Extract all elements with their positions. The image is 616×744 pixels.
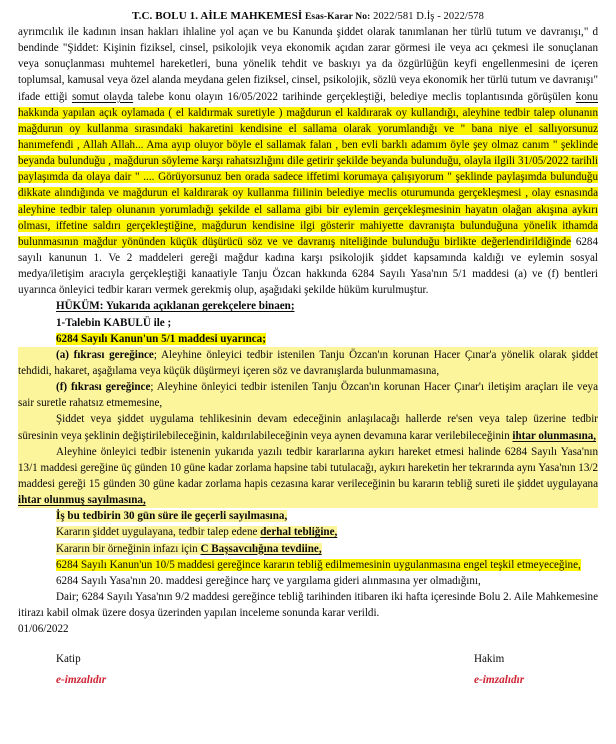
ruling-item-a-text: ; Aleyhine önleyici tedbir istenilen Tanju Özcan'ın korunan Hacer Çınar'a yönelik olarak şiddet tehdidi, hakaret, aşağılama veya küçük düşürmeyi içeren söz ve davranışlarda bulunmamasına, bbox=[18, 348, 598, 377]
ruling-item-7-text: Kararın bir örneğinin infazı için bbox=[56, 542, 201, 555]
ruling-date: 01/06/2022 bbox=[18, 623, 69, 636]
reasoning-text-part-2: talebe konu olayın 16/05/2022 tarihinde gerçekleştiği, belediye meclis toplantısında görüşülen bbox=[133, 90, 576, 103]
case-number-value: 2022/581 D.İş - 2022/578 bbox=[373, 11, 484, 22]
ruling-item-f-text: ; Aleyhine önleyici tedbir istenilen Tanju Özcan'ın korunan Hacer Çınar'ı iletişim araçları ile veya sair suretle rahatsız etmemesine, bbox=[18, 381, 598, 410]
document-header bbox=[18, 10, 598, 22]
ruling-item-3-underline: ihtar olunmasına, bbox=[512, 429, 597, 442]
ruling-item-10 bbox=[18, 589, 598, 621]
ruling-item-6-text: Kararın şiddet uygulayana, tedbir talep edene bbox=[56, 526, 261, 539]
ruling-item-5 bbox=[18, 508, 598, 524]
reasoning-paragraph bbox=[18, 24, 598, 298]
ruling-item-f-label: (f) fıkrası gereğince bbox=[56, 381, 151, 394]
judge-esignature: e-imzalıdır bbox=[474, 674, 525, 687]
ruling-heading bbox=[18, 298, 598, 314]
ruling-item-6 bbox=[18, 524, 598, 540]
signature-clerk bbox=[18, 653, 308, 686]
ruling-item-1 bbox=[18, 315, 598, 331]
reasoning-text-part-1: ayrımcılık ile kadının insan hakları ihlaline yol açan ve bu Kanunda şiddet olarak tanımlanan her türlü tutum ve davranışı," d bendinde "Şiddet: Kişinin fiziksel, cinsel, psikolojik veya ekonomik açıdan zarar görmesi ile veya acı çekmesi ile sonuçlanan veya sonuçlanması muhtemel hareketleri, buna yönelik tehdit ve baskıyı ya da özgürlüğün keyfi engellenmesini de içeren toplumsal, kamusal veya özel alanda meydana gelen fiziksel, cinsel, psikolojik, sözlü veya ekonomik her türlü tutum ve davranışı" ifade ettiği bbox=[18, 26, 598, 103]
clerk-esignature: e-imzalıdır bbox=[56, 674, 107, 687]
reasoning-underline-konu: konu bbox=[575, 90, 598, 103]
signature-block bbox=[18, 653, 598, 686]
ruling-item-1-text: 1-Talebin KABULÜ ile ; bbox=[56, 316, 172, 329]
signature-judge bbox=[308, 653, 598, 686]
reasoning-highlighted-findings: hakkında yapılan açık oylamada ( el kaldırmak suretiyle ) mağdurun el kaldırarak oy kullandığı, aleyhine tedbir talep olunanın mağdurun oy kullanma sırasındaki hakaretini kendisine el sallama olarak yorumlandığı ve " bana niye el sallıyorsunuz hanımefendi , Allah Allah... Ama ayıp oluyor böyle el sallamak falan , ben evli barklı adamım öyle şey olmaz canım " şeklinde beyanda bulunduğu , mağdurun söyleme karşı rahatsızlığını dile getirir şekilde beyanda bulunduğu, olayla ilgili 31/05/2022 tarihli paylaşımda da olaya dair " .... Görüyorsunuz ben orada sadece iffetimi korumaya çalışıyorum " şeklinde paylaşımda bulunduğu dikkate alındığında ve mağdurun el kaldırarak oy kullanma fiilinin belediye meclis oturumunda gerçekleşmesi , olay esnasında aleyhine tedbir talep olunanın yorumladığı şekilde el sallama gibi bir eylemin gerçekleşmesinin hayatın olağan akışına aykırı olması, iffetine saldırı gerçekleştiğine, mağdurun kendisine ilgi gösterir mahiyette davranışta bulunduğuna yönelik ithamda bulunmasının mağdur yönünden küçük düşürücü söz ve ve davranış niteliğinde bulunduğu birlikte değerlendirildiğinde bbox=[18, 106, 598, 248]
document-body bbox=[18, 24, 598, 637]
ruling-heading-rest: : Yukarıda açıklanan gerekçelere binaen; bbox=[99, 300, 295, 313]
ruling-item-2 bbox=[18, 331, 598, 347]
court-title: T.C. BOLU 1. AİLE MAHKEMESİ bbox=[131, 10, 303, 22]
ruling-item-10-text: Dair; 6284 Sayılı Yasa'nın 9/2 maddesi gereğince tebliğ tarihinden itibaren iki hafta içeresinde Bolu 2. Aile Mahkemesine itirazı kabil olmak üzere dosya üzerinden yapılan inceleme sonunda karar verildi. bbox=[18, 590, 598, 620]
ruling-item-2-text: 6284 Sayılı Kanun'un 5/1 maddesi uyarınca; bbox=[56, 332, 266, 345]
ruling-item-f bbox=[18, 379, 598, 411]
ruling-item-a-label: (a) fıkrası gereğince bbox=[56, 348, 154, 361]
ruling-item-3 bbox=[18, 411, 598, 443]
clerk-role-label: Katip bbox=[56, 653, 81, 666]
ruling-item-a bbox=[18, 347, 598, 379]
reasoning-text-part-3: 6284 sayılı kanunun 1. Ve 2 maddeleri gereği mağdur kadına karşı psikolojik şiddet kapsamında kaldığı ve eylemin sosyal medya/iletişim aracıyla gerçekleştiği kanaatiyle Tanju Özcan hakkında 6284 Sayılı Yasa'nın 5/1 maddesi (a) ve (f) bentleri uyarınca önleyici tedbir kararı vermek gerekmiş olup, aşağıdaki şekilde hüküm kurulmuştur. bbox=[18, 235, 599, 297]
ruling-item-6-underline: derhal tebliğine, bbox=[260, 526, 338, 539]
case-number-label: Esas-Karar No: bbox=[305, 12, 371, 22]
reasoning-underline-somut-olayda: somut olayda bbox=[71, 90, 134, 103]
ruling-item-4 bbox=[18, 444, 598, 509]
ruling-item-7 bbox=[18, 541, 598, 557]
ruling-item-3-text: Şiddet veya şiddet uygulama tehlikesinin devam edeceğinin anlaşılacağı hallerde re'sen veya talep üzerine tedbir süresinin veya şeklinin değiştirilebileceğinin, kaldırılabileceğinin veya aynen devamına karar verilebileceğinin bbox=[18, 413, 598, 442]
ruling-item-8 bbox=[18, 557, 598, 573]
ruling-item-4-underline: ihtar olunmuş sayılmasına, bbox=[18, 494, 146, 507]
ruling-item-8-text: 6284 Sayılı Kanun'un 10/5 maddesi gereğince kararın tebliğ edilmemesinin uygulanmasına engel teşkil etmeyeceğine, bbox=[56, 558, 581, 571]
ruling-item-9-text: 6284 Sayılı Yasa'nın 20. maddesi gereğince harç ve yargılama gideri alınmasına yer olmadığını, bbox=[56, 574, 481, 587]
ruling-item-4-text: Aleyhine önleyici tedbir istenenin yukarıda yazılı tedbir kararlarına aykırı hareket etmesi halinde 6284 Sayılı Yasa'nın 13/1 maddesi gereğine üç günden 10 güne kadar zorlama hapsine tabi tutulacağı, aykırı hareketin her tekrarında aynı Yasa'nın 13/2 maddesi gereği 15 günden 30 güne kadar zorlama hapis cezasına karar verileceğinin bu kararın tebliğ sureti ile şiddet uygulayana bbox=[18, 445, 598, 490]
judge-role-label: Hakim bbox=[474, 653, 505, 666]
ruling-item-9 bbox=[18, 573, 598, 589]
ruling-item-7-underline: C Başsavcılığına tevdiine, bbox=[200, 542, 322, 555]
ruling-heading-label: HÜKÜM bbox=[56, 300, 100, 313]
ruling-item-5-text: İş bu tedbirin 30 gün süre ile geçerli sayılmasına, bbox=[56, 510, 288, 523]
